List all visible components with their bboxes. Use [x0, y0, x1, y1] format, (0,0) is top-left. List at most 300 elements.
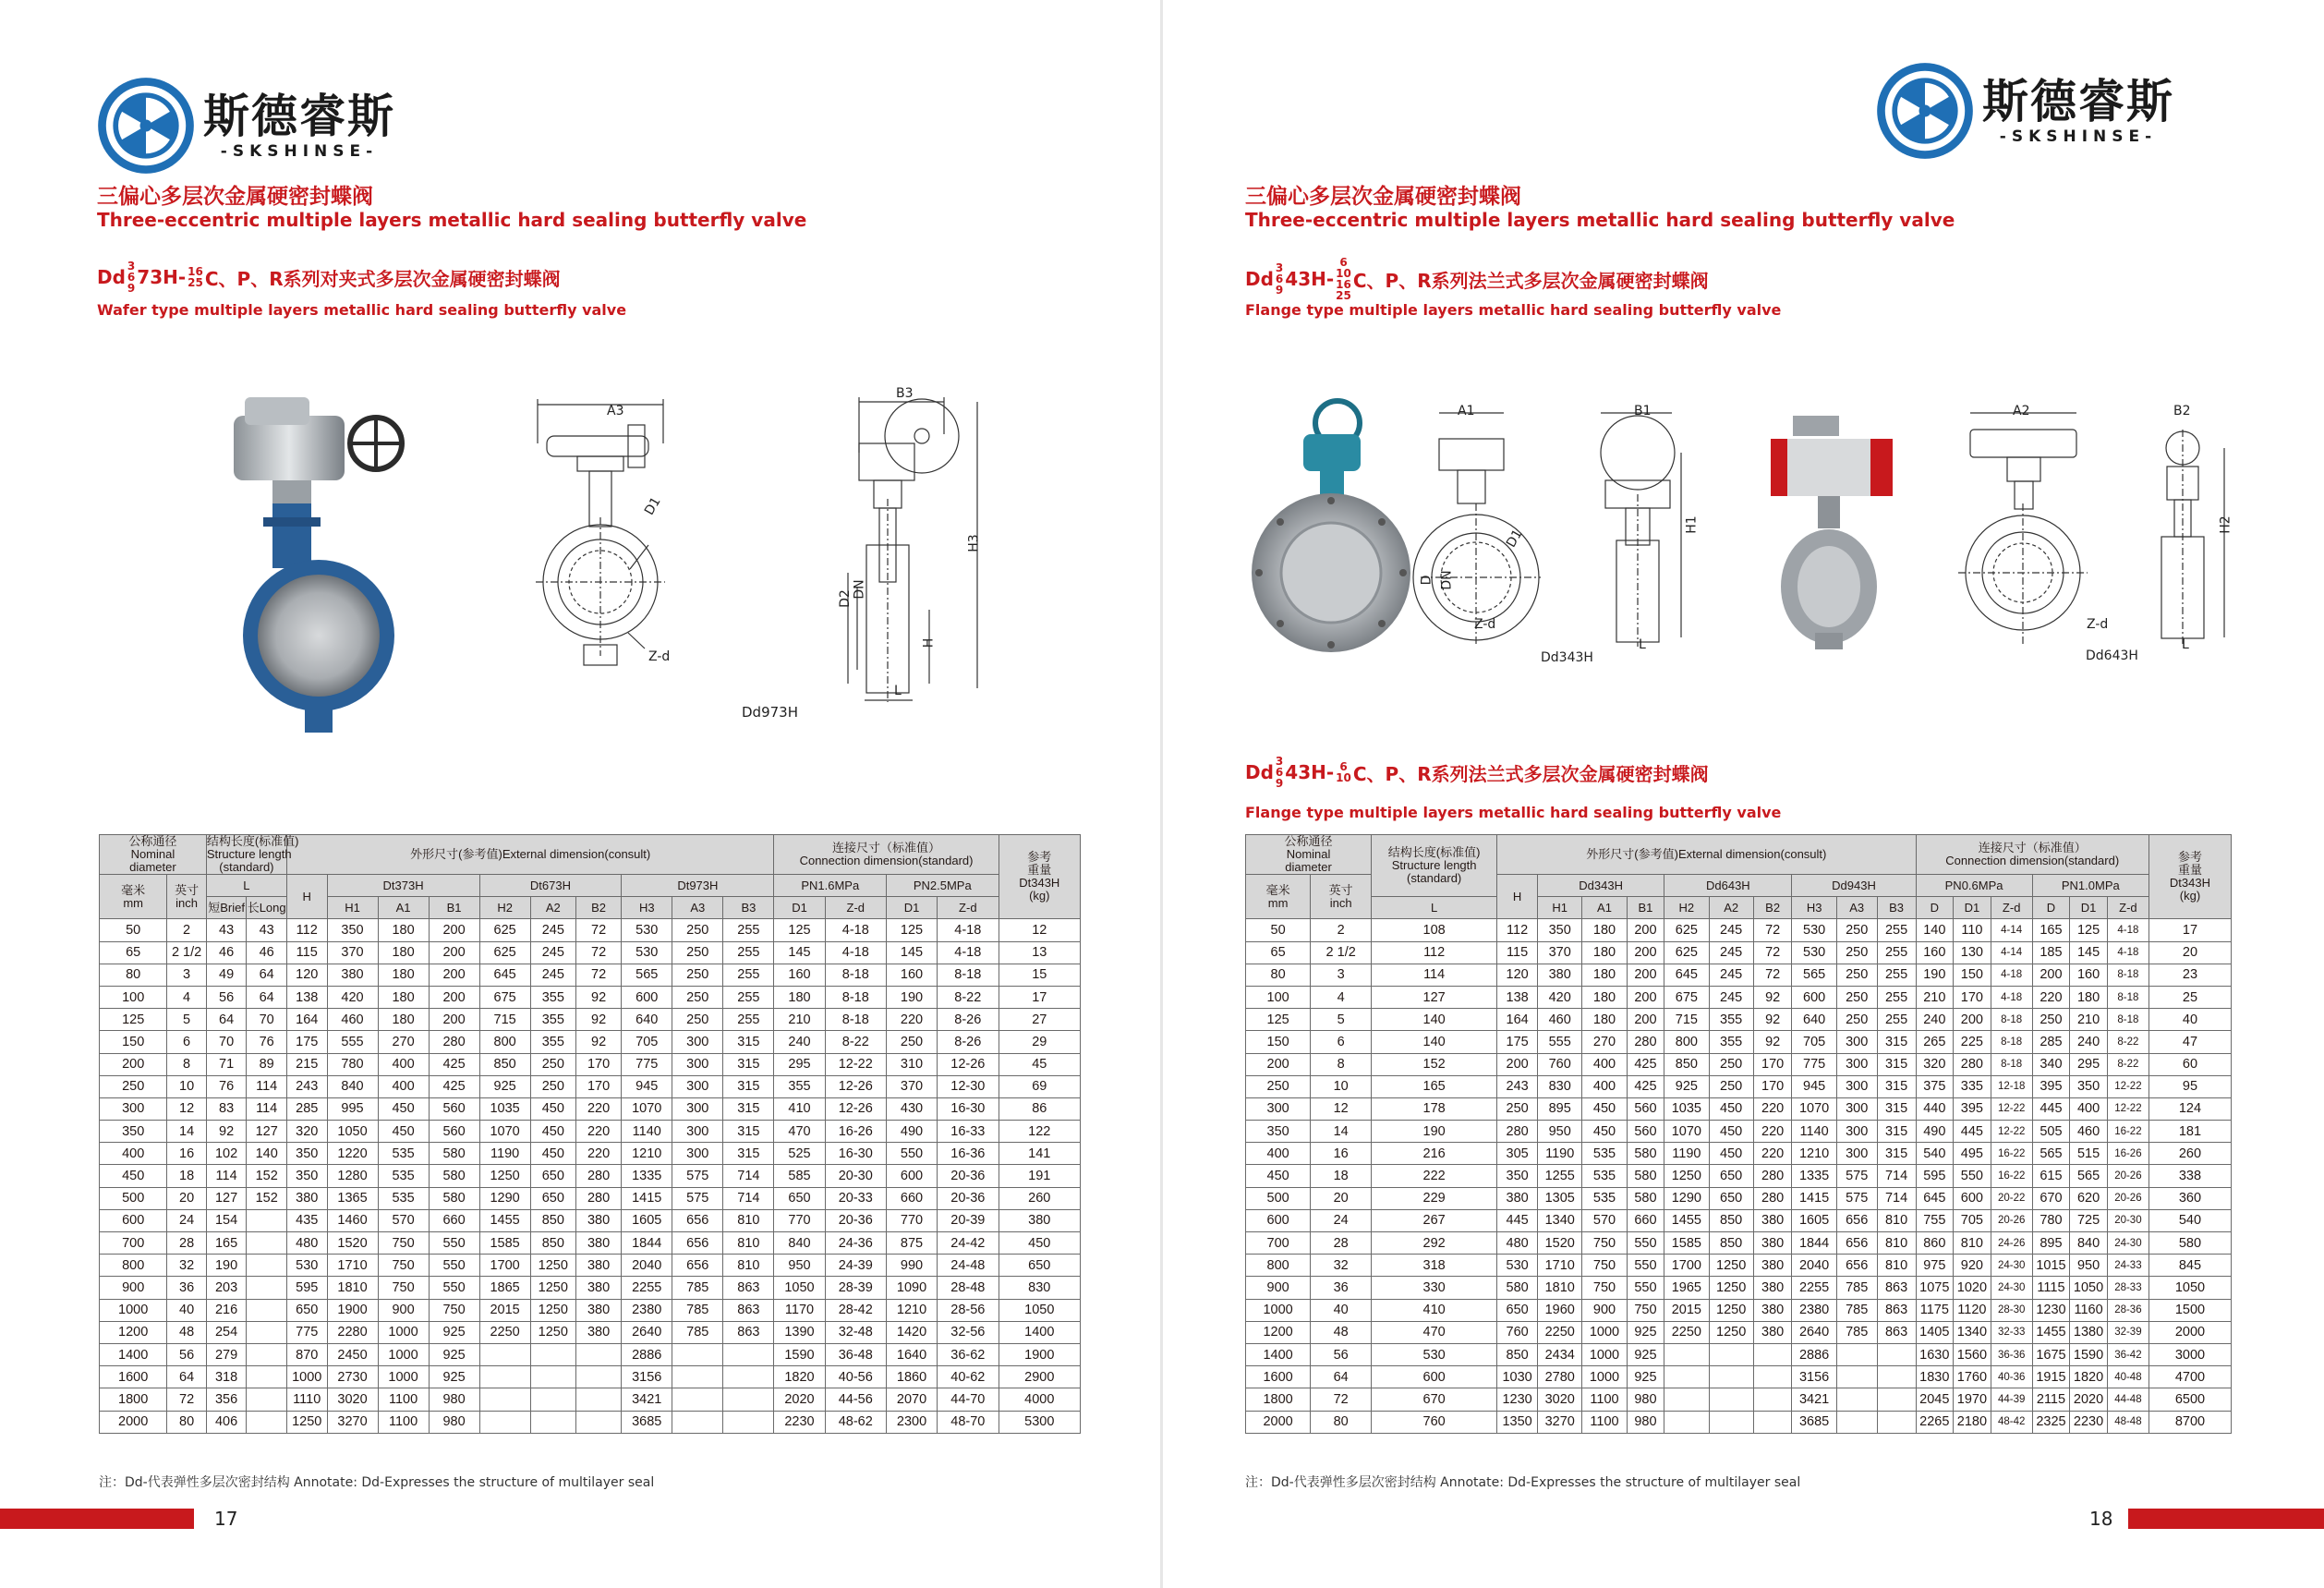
table-cell: 200 — [1627, 941, 1664, 964]
table-cell: 12-22 — [825, 1053, 887, 1075]
table-cell — [247, 1388, 287, 1411]
dim-label-a1: A1 — [1458, 404, 1475, 418]
table-cell: 250 — [1836, 941, 1877, 964]
table-cell: 1000 — [378, 1366, 429, 1388]
table-cell: 45 — [999, 1053, 1080, 1075]
series-mid: 73H- — [137, 266, 187, 288]
table-cell: 160 — [887, 964, 938, 986]
series-frac-a: 3 6 9 — [1275, 755, 1284, 790]
table-cell: 20-39 — [938, 1209, 999, 1231]
table-cell: 645 — [1664, 964, 1709, 986]
page-number: 18 — [2089, 1508, 2113, 1530]
th-inch: 英寸 inch — [167, 875, 206, 919]
table-cell: 3000 — [2148, 1343, 2231, 1365]
table-cell: 1900 — [999, 1343, 1080, 1365]
table-row — [1246, 1388, 2232, 1411]
th-sub: B1 — [429, 897, 479, 919]
table-cell: 12-22 — [1991, 1097, 2032, 1120]
table-cell: 2250 — [1538, 1321, 1582, 1343]
series-frac-b: 6 10 16 25 — [1336, 256, 1351, 302]
table-cell: 650 — [774, 1187, 825, 1209]
table-cell: 24 — [167, 1209, 206, 1231]
table-cell: 1100 — [1582, 1411, 1627, 1433]
table-cell: 600 — [100, 1209, 167, 1231]
table-cell: 4-18 — [938, 919, 999, 941]
table-cell: 16-22 — [1991, 1143, 2032, 1165]
table-row — [1246, 1366, 2232, 1388]
table-cell: 420 — [1538, 986, 1582, 1008]
table-cell: 200 — [100, 1053, 167, 1075]
table-cell: 1200 — [1246, 1321, 1311, 1343]
table-cell: 8-18 — [1991, 1053, 2032, 1075]
table-cell: 112 — [286, 919, 327, 941]
table-cell: 300 — [672, 1121, 723, 1143]
table-cell: 24-36 — [825, 1232, 887, 1255]
table-cell: 1585 — [479, 1232, 530, 1255]
table-cell: 580 — [429, 1187, 479, 1209]
table-cell: 1020 — [1954, 1277, 1991, 1299]
flange-valve-drawings-643 — [1956, 402, 2233, 647]
table-cell: 3421 — [622, 1388, 672, 1411]
table-cell: 500 — [1246, 1187, 1311, 1209]
table-cell: 89 — [247, 1053, 287, 1075]
table-cell: 1585 — [1664, 1232, 1709, 1255]
table-cell: 450 — [1709, 1097, 1753, 1120]
table-cell: 370 — [887, 1075, 938, 1097]
table-cell: 180 — [378, 986, 429, 1008]
table-cell: 2115 — [2032, 1388, 2070, 1411]
table-cell: 1120 — [1954, 1299, 1991, 1321]
table-cell: 1520 — [1538, 1232, 1582, 1255]
table-cell: 2045 — [1916, 1388, 1954, 1411]
table-cell: 4-18 — [825, 919, 887, 941]
table-cell: 32 — [1311, 1255, 1372, 1277]
table-cell: 108 — [1372, 919, 1497, 941]
table-cell: 785 — [672, 1299, 723, 1321]
table-cell: 530 — [286, 1255, 327, 1277]
dim-label-dn: DN — [852, 579, 867, 600]
table-cell: 450 — [1709, 1143, 1753, 1165]
table-cell: 445 — [2032, 1097, 2070, 1120]
table-cell: 170 — [575, 1053, 621, 1075]
table-cell: 124 — [2148, 1097, 2231, 1120]
table-cell: 16-30 — [825, 1143, 887, 1165]
table-cell: 3020 — [1538, 1388, 1582, 1411]
table-cell: 1230 — [2032, 1299, 2070, 1321]
table-cell: 530 — [1372, 1343, 1497, 1365]
table-cell: 380 — [1497, 1187, 1538, 1209]
table-cell: 92 — [575, 1009, 621, 1031]
table-cell: 565 — [2032, 1143, 2070, 1165]
table-cell — [247, 1277, 287, 1299]
table-cell: 24-48 — [938, 1255, 999, 1277]
table-cell: 580 — [1627, 1187, 1664, 1209]
table-cell: 2020 — [2070, 1388, 2108, 1411]
table-cell: 860 — [1916, 1232, 1954, 1255]
dim-label-zd: Z-d — [1474, 617, 1496, 632]
table-cell: 92 — [1753, 986, 1792, 1008]
table-row — [1246, 1411, 2232, 1433]
table-cell: 705 — [1954, 1209, 1991, 1231]
table-cell: 360 — [2148, 1187, 2231, 1209]
table-cell: 675 — [479, 986, 530, 1008]
table-cell: 530 — [622, 941, 672, 964]
table-row — [1246, 1097, 2232, 1120]
brand-logo — [96, 76, 395, 176]
table-cell: 714 — [723, 1165, 774, 1187]
table-cell: 760 — [1538, 1053, 1582, 1075]
table-cell: 280 — [1753, 1187, 1792, 1209]
table-cell — [1664, 1366, 1709, 1388]
table-cell: 863 — [1877, 1277, 1916, 1299]
table-cell: 600 — [1246, 1209, 1311, 1231]
table-cell: 180 — [1582, 941, 1627, 964]
table-cell: 220 — [1753, 1143, 1792, 1165]
table-row — [100, 1031, 1081, 1053]
table-cell — [247, 1209, 287, 1231]
table-cell: 1605 — [1792, 1209, 1836, 1231]
table-cell: 180 — [1582, 964, 1627, 986]
logo-mark-icon — [96, 76, 196, 176]
table-cell: 660 — [887, 1187, 938, 1209]
table-cell: 36-62 — [938, 1343, 999, 1365]
table-cell: 8-18 — [1991, 1031, 2032, 1053]
table-cell: 3270 — [327, 1411, 378, 1433]
table-cell: 2070 — [887, 1388, 938, 1411]
table-cell: 4-18 — [2107, 941, 2148, 964]
table-cell: 570 — [378, 1209, 429, 1231]
table-cell: 12-18 — [1991, 1075, 2032, 1097]
table-cell: 565 — [1792, 964, 1836, 986]
table-cell: 6 — [1311, 1031, 1372, 1053]
table-cell: 650 — [1709, 1165, 1753, 1187]
table-cell: 2000 — [100, 1411, 167, 1433]
table-cell: 8-22 — [825, 1031, 887, 1053]
table-cell: 380 — [575, 1321, 621, 1343]
table-cell: 114 — [247, 1097, 287, 1120]
table-cell: 2730 — [327, 1366, 378, 1388]
table-cell: 1140 — [622, 1121, 672, 1143]
table-cell — [1877, 1343, 1916, 1365]
table-cell: 750 — [378, 1232, 429, 1255]
table-cell: 36 — [1311, 1277, 1372, 1299]
table-cell: 1050 — [999, 1299, 1080, 1321]
table-cell: 240 — [774, 1031, 825, 1053]
table-cell: 245 — [530, 919, 575, 941]
table-row — [100, 1388, 1081, 1411]
table-cell: 47 — [2148, 1031, 2231, 1053]
table-cell: 28-42 — [825, 1299, 887, 1321]
table-cell: 895 — [1538, 1097, 1582, 1120]
table-cell: 2250 — [479, 1321, 530, 1343]
table-cell: 925 — [1627, 1321, 1664, 1343]
table-cell: 2255 — [622, 1277, 672, 1299]
table-cell: 250 — [1497, 1097, 1538, 1120]
table-cell: 1000 — [378, 1321, 429, 1343]
table-cell: 72 — [575, 964, 621, 986]
table-cell: 56 — [1311, 1343, 1372, 1365]
table-cell: 8 — [167, 1053, 206, 1075]
table-cell: 1400 — [1246, 1343, 1311, 1365]
table-cell: 285 — [2032, 1031, 2070, 1053]
table-cell: 2265 — [1916, 1411, 1954, 1433]
table-cell: 714 — [1877, 1165, 1916, 1187]
dim-label-h2: H2 — [2218, 515, 2233, 534]
table-cell: 1960 — [1538, 1299, 1582, 1321]
th-pn-2: PN1.0MPa — [2032, 875, 2148, 897]
table-row — [1246, 1165, 2232, 1187]
th-group-2: Dd643H — [1664, 875, 1792, 897]
table-cell: 2280 — [327, 1321, 378, 1343]
table-cell: 12-22 — [1991, 1121, 2032, 1143]
table-cell — [479, 1411, 530, 1433]
table-cell: 50 — [100, 919, 167, 941]
table-cell: 540 — [1916, 1143, 1954, 1165]
table-cell: 1000 — [100, 1299, 167, 1321]
table-cell: 43 — [247, 919, 287, 941]
table-cell: 12-26 — [825, 1097, 887, 1120]
table-cell: 250 — [1709, 1075, 1753, 1097]
table-cell: 675 — [1664, 986, 1709, 1008]
dim-label-d1: D1 — [641, 494, 664, 518]
table-cell: 470 — [774, 1121, 825, 1143]
table-row — [100, 1121, 1081, 1143]
th-structure: 结构长度(标准值) Structure length (standard) — [1372, 835, 1497, 897]
table-cell: 23 — [2148, 964, 2231, 986]
table-cell — [1709, 1411, 1753, 1433]
table-cell: 280 — [575, 1187, 621, 1209]
table-cell: 1250 — [530, 1321, 575, 1343]
table-cell: 450 — [100, 1165, 167, 1187]
table-cell: 850 — [1709, 1232, 1753, 1255]
table-cell: 18 — [1311, 1165, 1372, 1187]
table-cell: 243 — [1497, 1075, 1538, 1097]
table-cell: 215 — [286, 1053, 327, 1075]
flange-valve-drawings-343 — [1430, 402, 1689, 647]
table-cell: 355 — [1709, 1009, 1753, 1031]
table-cell: 20-22 — [1991, 1187, 2032, 1209]
dim-label-dn: DN — [1439, 570, 1455, 590]
th-group-2: Dt673H — [479, 875, 622, 897]
table-cell: 705 — [622, 1031, 672, 1053]
dim-label-zd-2: Z-d — [2087, 617, 2109, 632]
table-cell: 200 — [429, 986, 479, 1008]
table-cell: 76 — [247, 1031, 287, 1053]
table-cell: 640 — [1792, 1009, 1836, 1031]
table-cell: 250 — [1709, 1053, 1753, 1075]
table-cell: 2 1/2 — [1311, 941, 1372, 964]
table-cell: 72 — [1311, 1388, 1372, 1411]
table-row — [1246, 1009, 2232, 1031]
table-cell: 32-56 — [938, 1321, 999, 1343]
table-cell — [1664, 1388, 1709, 1411]
table-cell — [723, 1411, 774, 1433]
th-connection: 连接尺寸（标准值） Connection dimension(standard) — [1916, 835, 2148, 875]
table-cell: 810 — [723, 1209, 774, 1231]
table-cell: 714 — [1877, 1187, 1916, 1209]
th-sub: D1 — [774, 897, 825, 919]
table-cell: 535 — [1582, 1187, 1627, 1209]
table-cell: 355 — [530, 1031, 575, 1053]
table-cell: 245 — [530, 941, 575, 964]
table-cell: 250 — [672, 1009, 723, 1031]
table-cell: 48-70 — [938, 1411, 999, 1433]
table-header — [1246, 835, 2232, 919]
table-row — [1246, 1232, 2232, 1255]
table-cell: 8-18 — [1991, 1009, 2032, 1031]
table-cell: 380 — [999, 1209, 1080, 1231]
table-cell: 1710 — [1538, 1255, 1582, 1277]
series-name-cn: C、P、R系列对夹式多层次金属硬密封蝶阀 — [204, 267, 561, 290]
th-sub: Z-d — [2107, 897, 2148, 919]
table-cell: 1305 — [1538, 1187, 1582, 1209]
table-cell: 320 — [286, 1121, 327, 1143]
table-cell: 550 — [1627, 1255, 1664, 1277]
table-row — [1246, 919, 2232, 941]
table-cell: 625 — [1664, 941, 1709, 964]
table-cell: 92 — [575, 1031, 621, 1053]
table-cell: 2380 — [622, 1299, 672, 1321]
th-sub: D1 — [2070, 897, 2108, 919]
table-cell: 380 — [575, 1277, 621, 1299]
table-cell: 100 — [100, 986, 167, 1008]
table-cell: 44-39 — [1991, 1388, 2032, 1411]
table-cell: 300 — [672, 1075, 723, 1097]
table-cell: 200 — [1627, 964, 1664, 986]
table-cell: 255 — [723, 964, 774, 986]
table-cell: 10 — [1311, 1075, 1372, 1097]
table-cell: 165 — [2032, 919, 2070, 941]
table-cell: 2640 — [1792, 1321, 1836, 1343]
table-cell: 3421 — [1792, 1388, 1836, 1411]
th-sub: A1 — [1582, 897, 1627, 919]
table-cell: 140 — [247, 1143, 287, 1165]
table-cell: 550 — [1627, 1232, 1664, 1255]
th-group-3: Dd943H — [1792, 875, 1916, 897]
table-cell: 425 — [429, 1053, 479, 1075]
table-cell — [1753, 1366, 1792, 1388]
table-cell — [479, 1388, 530, 1411]
table-cell — [1709, 1388, 1753, 1411]
brand-name-cn: 斯德睿斯 — [1982, 74, 2174, 128]
table-cell: 863 — [723, 1321, 774, 1343]
series-name-en-2: Flange type multiple layers metallic hard sealing butterfly valve — [1245, 804, 1782, 821]
table-row — [100, 1255, 1081, 1277]
table-cell: 615 — [2032, 1165, 2070, 1187]
table-cell: 775 — [1792, 1053, 1836, 1075]
table-cell: 220 — [1753, 1097, 1792, 1120]
th-sub: B2 — [1753, 897, 1792, 919]
logo-mark-icon — [1875, 61, 1975, 161]
table-cell: 656 — [672, 1232, 723, 1255]
table-row — [1246, 1075, 2232, 1097]
table-cell: 1250 — [1664, 1165, 1709, 1187]
table-cell: 1035 — [479, 1097, 530, 1120]
table-row — [100, 1277, 1081, 1299]
table-cell: 180 — [1582, 1009, 1627, 1031]
table-cell: 785 — [1836, 1299, 1877, 1321]
table-cell — [1836, 1411, 1877, 1433]
table-cell: 65 — [1246, 941, 1311, 964]
series-title-2: Dd 3 6 9 43H- 6 10 C、P、R系列法兰式多层次金属硬密封蝶阀 — [1245, 755, 1709, 790]
table-cell: 705 — [1792, 1031, 1836, 1053]
table-cell: 535 — [1582, 1165, 1627, 1187]
th-long: 长Long — [247, 897, 287, 919]
table-cell: 3156 — [1792, 1366, 1836, 1388]
table-cell: 200 — [1246, 1053, 1311, 1075]
table-cell: 5300 — [999, 1411, 1080, 1433]
table-cell: 120 — [1497, 964, 1538, 986]
table-cell: 305 — [1497, 1143, 1538, 1165]
th-group-1: Dt373H — [327, 875, 479, 897]
table-cell: 840 — [2070, 1232, 2108, 1255]
page-bar — [2128, 1509, 2324, 1529]
table-cell: 350 — [286, 1165, 327, 1187]
table-cell: 925 — [1627, 1343, 1664, 1365]
table-cell: 310 — [887, 1053, 938, 1075]
table-body — [1246, 919, 2232, 1433]
table-cell: 1820 — [774, 1366, 825, 1388]
table-cell: 900 — [378, 1299, 429, 1321]
th-sub: A1 — [378, 897, 429, 919]
table-cell: 406 — [206, 1411, 247, 1433]
table-cell: 1630 — [1916, 1343, 1954, 1365]
table-cell: 1844 — [1792, 1232, 1836, 1255]
table-cell: 1640 — [887, 1343, 938, 1365]
table-cell: 480 — [1497, 1232, 1538, 1255]
table-cell: 2 — [1311, 919, 1372, 941]
table-cell: 2886 — [622, 1343, 672, 1365]
table-cell: 16-26 — [2107, 1143, 2148, 1165]
table-cell: 200 — [429, 964, 479, 986]
table-cell: 280 — [429, 1031, 479, 1053]
table-cell: 300 — [672, 1053, 723, 1075]
table-cell: 450 — [378, 1097, 429, 1120]
table-cell: 1210 — [622, 1143, 672, 1165]
table-cell: 380 — [575, 1232, 621, 1255]
table-cell: 152 — [1372, 1053, 1497, 1075]
table-cell: 138 — [1497, 986, 1538, 1008]
th-sub: D — [2032, 897, 2070, 919]
table-cell: 660 — [429, 1209, 479, 1231]
table-row — [1246, 1343, 2232, 1365]
table-cell: 555 — [1538, 1031, 1582, 1053]
table-cell: 270 — [378, 1031, 429, 1053]
table-cell: 775 — [622, 1053, 672, 1075]
table-cell: 595 — [286, 1277, 327, 1299]
table-cell: 580 — [429, 1143, 479, 1165]
table-cell: 1030 — [1497, 1366, 1538, 1388]
table-cell: 8-22 — [2107, 1053, 2148, 1075]
table-cell: 450 — [1582, 1097, 1627, 1120]
table-cell: 530 — [1497, 1255, 1538, 1277]
table-cell: 245 — [1709, 986, 1753, 1008]
table-cell: 850 — [1664, 1053, 1709, 1075]
table-cell: 2255 — [1792, 1277, 1836, 1299]
dim-label-l: L — [1639, 637, 1646, 652]
table-cell: 560 — [1627, 1097, 1664, 1120]
table-cell: 1520 — [327, 1232, 378, 1255]
table-cell: 1460 — [327, 1209, 378, 1231]
table-cell: 435 — [286, 1209, 327, 1231]
dim-label-l: L — [894, 684, 902, 698]
table-cell: 130 — [1954, 941, 1991, 964]
table-cell: 64 — [206, 1009, 247, 1031]
table-cell: 750 — [1582, 1255, 1627, 1277]
table-cell: 995 — [327, 1097, 378, 1120]
brand-logo — [1875, 61, 2174, 161]
table-cell: 350 — [327, 919, 378, 941]
